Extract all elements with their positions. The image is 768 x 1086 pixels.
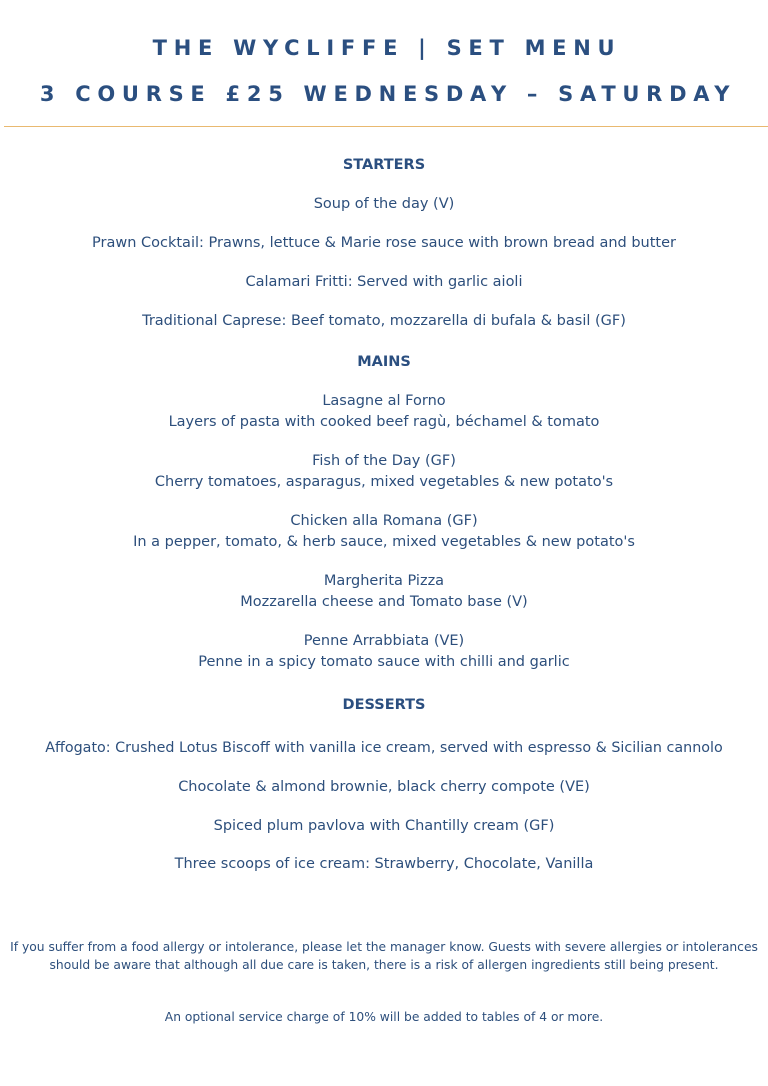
dessert-item-text: Three scoops of ice cream: Strawberry, Chocolate, Vanilla: [174, 856, 594, 872]
starter-item-text: Traditional Caprese: Beef tomato, mozzarella di bufala & basil (GF): [142, 313, 626, 329]
dessert-item-text: Spiced plum pavlova with Chantilly cream (GF): [213, 818, 555, 834]
main-item: [0, 451, 768, 493]
allergy-notice: If you suffer from a food allergy or intolerance, please let the manager know. Guests with severe allergies or intolerances should be aware that although all due care is taken, there is a risk of allergen ingredients still being present.: [10, 940, 758, 972]
main-item: [0, 511, 768, 553]
main-item-description: Cherry tomatoes, asparagus, mixed vegetables & new potato's: [154, 474, 614, 490]
dessert-item-text: Affogato: Crushed Lotus Biscoff with vanilla ice cream, served with espresso & Sicilian cannolo: [45, 740, 723, 756]
main-item-description: Layers of pasta with cooked beef ragù, béchamel & tomato: [168, 414, 600, 430]
main-item-name: Chicken alla Romana (GF): [290, 513, 478, 529]
main-item-description: In a pepper, tomato, & herb sauce, mixed vegetables & new potato's: [133, 534, 635, 550]
starter-item: [0, 233, 768, 254]
dessert-item: [0, 816, 768, 837]
dessert-item: [0, 777, 768, 798]
dessert-item: [0, 738, 768, 759]
dessert-item: [0, 854, 768, 875]
service-charge-notice: An optional service charge of 10% will be added to tables of 4 or more.: [164, 1010, 604, 1024]
starter-item-text: Prawn Cocktail: Prawns, lettuce & Marie rose sauce with brown bread and butter: [92, 235, 676, 251]
header-divider: [4, 126, 768, 127]
main-item-name: Penne Arrabbiata (VE): [303, 633, 465, 649]
mains-heading: MAINS: [357, 354, 411, 370]
starter-item: [0, 311, 768, 332]
starter-item-text: Soup of the day (V): [313, 196, 455, 212]
main-item: [0, 391, 768, 433]
menu-title: THE WYCLIFFE | SET MENU: [152, 36, 622, 60]
main-item-description: Penne in a spicy tomato sauce with chilli and garlic: [198, 654, 570, 670]
main-item-name: Margherita Pizza: [323, 573, 445, 589]
main-item: [0, 571, 768, 613]
dessert-item-text: Chocolate & almond brownie, black cherry compote (VE): [178, 779, 590, 795]
desserts-heading: DESSERTS: [342, 697, 426, 713]
main-item: [0, 631, 768, 673]
starter-item: [0, 272, 768, 293]
main-item-description: Mozzarella cheese and Tomato base (V): [240, 594, 528, 610]
main-item-name: Fish of the Day (GF): [312, 453, 456, 469]
starter-item-text: Calamari Fritti: Served with garlic aioli: [245, 274, 523, 290]
starters-heading: STARTERS: [342, 157, 426, 173]
main-item-name: Lasagne al Forno: [322, 393, 446, 409]
starter-item: [0, 194, 768, 215]
menu-subtitle: 3 COURSE £25 WEDNESDAY – SATURDAY: [39, 82, 737, 106]
